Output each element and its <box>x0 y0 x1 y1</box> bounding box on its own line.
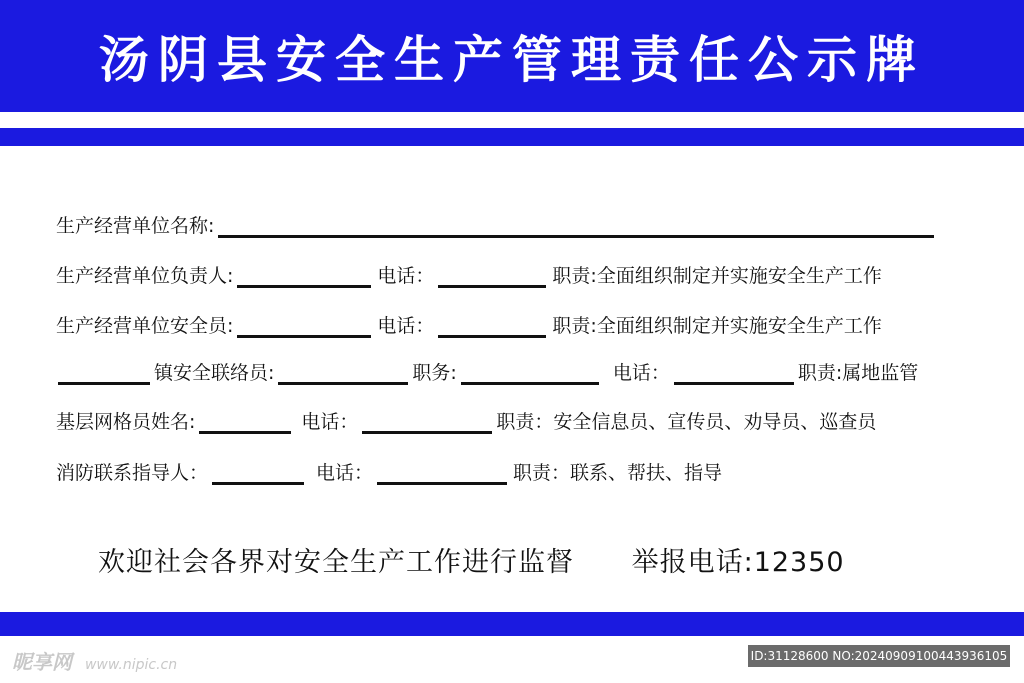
phone-label: 电话： <box>301 411 359 433</box>
position-label: 职务: <box>412 362 457 384</box>
phone-label: 电话： <box>612 362 670 384</box>
grid-member-field[interactable] <box>199 411 291 434</box>
safety-officer-phone-field[interactable] <box>438 315 546 338</box>
bottom-stripe <box>0 612 1024 636</box>
header-banner <box>0 0 1024 112</box>
row-leader <box>56 258 882 288</box>
town-liaison-phone-field[interactable] <box>674 362 794 385</box>
position-field[interactable] <box>461 362 599 385</box>
unit-name-label: 生产经营单位名称: <box>56 215 215 237</box>
row-fire-liaison <box>56 455 722 485</box>
safety-officer-label: 生产经营单位安全员: <box>56 315 234 337</box>
row-unit-name <box>56 208 938 238</box>
image-id-bar: ID:31128600 NO:20240909100443936105 <box>748 645 1010 667</box>
safety-officer-field[interactable] <box>237 315 371 338</box>
page-title: 汤阴县安全生产管理责任公示牌 <box>99 31 925 89</box>
fire-liaison-field[interactable] <box>212 462 304 485</box>
fire-liaison-label: 消防联系指导人： <box>56 462 209 484</box>
leader-label: 生产经营单位负责人: <box>56 265 234 287</box>
safety-officer-duty: 职责:全面组织制定并实施安全生产工作 <box>552 315 882 337</box>
row-town-liaison <box>58 355 918 385</box>
fire-liaison-phone-field[interactable] <box>377 462 507 485</box>
phone-label: 电话： <box>377 265 435 287</box>
town-name-field[interactable] <box>58 362 150 385</box>
leader-field[interactable] <box>237 265 371 288</box>
watermark-logo <box>12 646 177 675</box>
phone-label: 电话： <box>377 315 435 337</box>
town-liaison-duty: 职责:属地监管 <box>797 362 919 384</box>
town-liaison-label: 镇安全联络员: <box>154 362 275 384</box>
grid-member-duty: 职责：安全信息员、宣传员、劝导员、巡查员 <box>496 411 877 433</box>
watermark-logo-text: 昵享网 <box>12 650 72 674</box>
town-liaison-field[interactable] <box>278 362 408 385</box>
row-safety-officer <box>56 308 882 338</box>
top-stripe <box>0 128 1024 146</box>
footer-statement <box>98 540 845 579</box>
hotline-text: 举报电话:12350 <box>631 547 845 578</box>
leader-duty: 职责:全面组织制定并实施安全生产工作 <box>552 265 882 287</box>
row-grid-member <box>56 404 876 434</box>
welcome-text: 欢迎社会各界对安全生产工作进行监督 <box>98 547 574 578</box>
grid-member-phone-field[interactable] <box>362 411 492 434</box>
watermark-url: www.nipic.cn <box>84 657 178 673</box>
leader-phone-field[interactable] <box>438 265 546 288</box>
grid-member-label: 基层网格员姓名: <box>56 411 196 433</box>
fire-liaison-duty: 职责：联系、帮扶、指导 <box>513 462 723 484</box>
unit-name-field[interactable] <box>218 215 934 238</box>
phone-label: 电话： <box>316 462 374 484</box>
